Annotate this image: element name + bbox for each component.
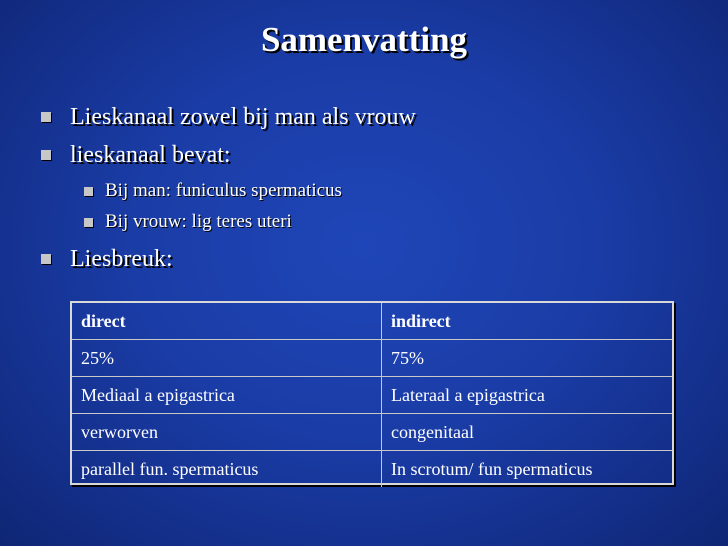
table-cell: verworven <box>72 414 382 451</box>
bullet-item <box>41 102 416 132</box>
bullet-item <box>41 244 173 274</box>
sub-bullet-item <box>84 179 342 203</box>
table-cell: Lateraal a epigastrica <box>382 377 673 414</box>
table-row <box>72 377 672 414</box>
comparison-table <box>70 301 674 485</box>
table-header-row <box>72 303 672 340</box>
square-bullet-icon <box>41 254 51 264</box>
square-bullet-icon <box>41 150 51 160</box>
table-row <box>72 451 672 488</box>
square-bullet-icon <box>84 218 93 227</box>
table-row <box>72 414 672 451</box>
bullet-item <box>41 140 231 170</box>
table-cell: Mediaal a epigastrica <box>72 377 382 414</box>
bullet-text: Liesbreuk: <box>70 246 173 272</box>
table-cell: 75% <box>382 340 673 377</box>
table-cell: congenitaal <box>382 414 673 451</box>
table-cell: In scrotum/ fun spermaticus <box>391 458 593 479</box>
square-bullet-icon <box>84 187 93 196</box>
slide-title: Samenvatting <box>260 20 468 59</box>
sub-bullet-text: Bij vrouw: lig teres uteri <box>105 211 292 232</box>
header-cell-direct: direct <box>72 303 382 340</box>
square-bullet-icon <box>41 112 51 122</box>
header-cell-indirect: indirect <box>382 303 673 340</box>
table-cell: parallel fun. spermaticus <box>72 451 382 488</box>
sub-bullet-text: Bij man: funiculus spermaticus <box>105 180 342 201</box>
table-row <box>72 340 672 377</box>
sub-bullet-item <box>84 210 292 234</box>
bullet-text: Lieskanaal zowel bij man als vrouw <box>70 104 416 130</box>
table-cell: 25% <box>72 340 382 377</box>
bullet-text: lieskanaal bevat: <box>70 142 231 168</box>
